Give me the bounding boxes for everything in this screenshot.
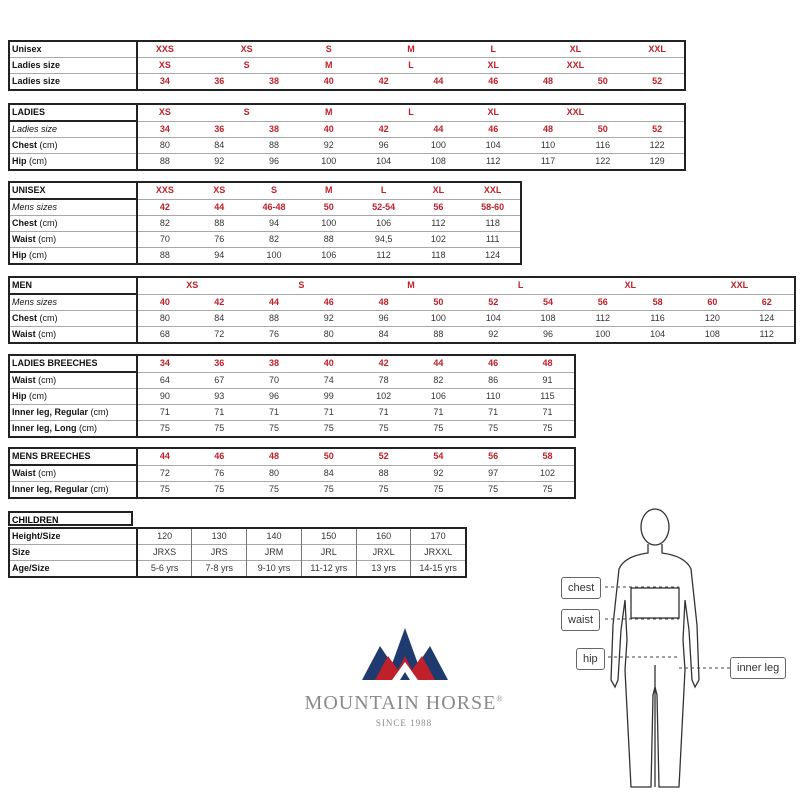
size-cell: 42 [356,121,411,138]
value-cell: 112 [575,311,630,327]
size-cell: 42 [137,199,192,216]
size-cell: XL [569,44,582,54]
size-cell: 56 [411,199,466,216]
size-cell: 48 [542,358,553,369]
value-cell: 92 [466,327,521,344]
value-cell: 102 [521,465,576,482]
size-cell: XXL [483,185,502,196]
empty-cell [630,104,685,121]
value-cell: 75 [301,482,356,499]
size-cell: XS [186,280,199,291]
row-label [9,138,137,154]
value-cell: 11-12 yrs [301,561,356,578]
value-cell: 71 [137,405,192,421]
value-cell: 75 [137,482,192,499]
row-label: Age/Size [9,561,137,578]
value-cell: 9-10 yrs [247,561,302,578]
row-label [9,405,137,421]
value-cell: 82 [137,216,192,232]
size-cell: XXS [155,185,174,196]
value-cell: 170 [411,528,466,545]
value-cell: JRXS [137,545,192,561]
value-cell: 94,5 [356,232,411,248]
size-cell: 54 [433,451,444,462]
value-cell: 76 [192,232,247,248]
size-cell: XS [213,185,226,196]
value-cell: 84 [192,138,247,154]
value-cell: 91 [521,372,576,389]
value-cell: 88 [137,248,192,265]
size-cell: 44 [411,74,466,91]
unit: (cm) [26,250,47,260]
unit: (cm) [35,329,57,339]
value-cell: 117 [521,154,576,171]
row-label: Unisex [9,41,137,58]
value-cell: 104 [356,154,411,171]
unit: (cm) [35,468,57,478]
value-cell: 75 [521,482,576,499]
value-cell: JRXXL [411,545,466,561]
size-cell: S [192,58,302,74]
value-cell: 67 [192,372,247,389]
size-cell: XL [487,107,499,118]
value-cell: 97 [466,465,521,482]
value-cell: 68 [137,327,192,344]
size-cell: XS [137,58,192,74]
value-cell: 82 [247,232,302,248]
value-cell: 72 [192,327,247,344]
size-cell: XXL [730,280,749,291]
size-cell: 44 [411,121,466,138]
size-cell: 46 [488,358,499,369]
value-cell: 129 [630,154,685,171]
value-cell: 118 [411,248,466,265]
value-cell: JRL [301,545,356,561]
value-cell: 108 [521,311,576,327]
row-label [9,154,137,171]
size-cell: 44 [247,294,302,311]
size-cell: L [490,44,496,54]
value-cell: 106 [301,248,356,265]
value-cell: 96 [521,327,576,344]
unit: (cm) [76,423,97,433]
value-cell: 96 [356,311,411,327]
value-cell: 88 [356,465,411,482]
size-cell: 46-48 [247,199,302,216]
value-cell: 75 [521,421,576,438]
row-label [9,327,137,344]
waist-label: waist [561,609,600,631]
value-cell: 92 [192,154,247,171]
unisex-ladies-conversion-table [8,40,686,91]
value-cell: 75 [192,421,247,438]
size-cell: 46 [214,451,225,462]
size-cell: 38 [247,74,302,91]
size-cell: XL [432,185,445,196]
value-cell: 84 [301,465,356,482]
value-cell: 106 [411,389,466,405]
value-cell: 88 [411,327,466,344]
value-cell: 108 [685,327,740,344]
value-cell: 108 [411,154,466,171]
value-cell: 84 [192,311,247,327]
value-cell: 75 [356,482,411,499]
measure-name: Hip [12,156,27,166]
value-cell: 92 [301,138,356,154]
children-table-title: CHILDREN [8,511,133,526]
size-cell: 54 [521,294,576,311]
value-cell: 14-15 yrs [411,561,466,578]
unit: (cm) [35,375,57,385]
size-cell: 52 [466,294,521,311]
value-cell: 110 [521,138,576,154]
size-cell: M [325,185,333,196]
value-cell: 88 [137,154,192,171]
value-cell: 104 [466,138,521,154]
value-cell: 112 [411,216,466,232]
value-cell: 96 [247,154,302,171]
value-cell: 71 [301,405,356,421]
mountain-horse-logo-icon [280,622,530,732]
unit: (cm) [37,140,58,150]
value-cell: 96 [356,138,411,154]
size-cell: 46 [301,294,356,311]
value-cell: 140 [247,528,302,545]
value-cell: JRXL [356,545,411,561]
value-cell: 71 [356,405,411,421]
unit: (cm) [37,313,58,323]
row-label: Mens sizes [9,199,137,216]
unit: (cm) [35,234,57,244]
size-cell: XXL [521,58,631,74]
value-cell: 99 [301,389,356,405]
measure-name: Waist [12,468,36,478]
row-label [9,232,137,248]
unit: (cm) [88,484,109,494]
size-cell: 58 [630,294,685,311]
value-cell: 71 [521,405,576,421]
row-label [9,248,137,265]
value-cell: 106 [356,216,411,232]
unisex-size-table [8,181,522,265]
value-cell: JRM [247,545,302,561]
value-cell: 120 [685,311,740,327]
unit: (cm) [37,218,58,228]
size-cell: M [407,280,415,291]
row-label [9,421,137,438]
measure-name: Chest [12,218,38,228]
row-label: Ladies size [9,121,137,138]
value-cell: 94 [192,248,247,265]
value-cell: 76 [247,327,302,344]
chest-label: chest [561,577,601,599]
size-cell: XL [466,58,521,74]
value-cell: 100 [411,138,466,154]
value-cell: 5-6 yrs [137,561,192,578]
value-cell: 71 [466,405,521,421]
value-cell: 100 [301,216,356,232]
row-label: Height/Size [9,528,137,545]
size-cell: 34 [137,121,192,138]
measure-name: Hip [12,250,27,260]
value-cell: 88 [192,216,247,232]
size-cell: XXL [566,107,585,118]
value-cell: 96 [247,389,302,405]
measure-name: Waist [12,375,36,385]
value-cell: 120 [137,528,192,545]
value-cell: 75 [411,421,466,438]
value-cell: 80 [137,138,192,154]
value-cell: 84 [356,327,411,344]
size-cell: S [325,44,332,54]
row-label [9,482,137,499]
row-label [9,311,137,327]
size-cell: XXS [155,44,174,54]
size-cell: 44 [159,451,170,462]
size-cell: 52 [630,74,685,91]
size-cell: 46 [466,121,521,138]
value-cell: 111 [466,232,521,248]
size-cell: L [517,280,524,291]
row-label [9,465,137,482]
value-cell: 75 [301,421,356,438]
size-cell: 48 [356,294,411,311]
size-cell: 50 [575,74,630,91]
value-cell: 90 [137,389,192,405]
value-cell: 78 [356,372,411,389]
ladies-breeches-table [8,354,576,438]
mens-breeches-table [8,447,576,499]
value-cell: 102 [411,232,466,248]
size-cell: L [408,107,414,118]
size-cell: S [243,107,250,118]
measure-name: Inner leg, Long [12,423,77,433]
value-cell: 116 [575,138,630,154]
value-cell: 115 [521,389,576,405]
table-title: UNISEX [9,182,137,199]
value-cell: 72 [137,465,192,482]
size-cell: 40 [323,358,334,369]
size-cell: 52 [630,121,685,138]
size-cell: 52 [378,451,389,462]
value-cell: 88 [247,138,302,154]
brand-since: SINCE 1988 [375,718,433,728]
value-cell: 76 [192,465,247,482]
row-label: Ladies size [9,74,137,91]
empty-cell [630,58,685,74]
value-cell: 104 [630,327,685,344]
value-cell: 75 [356,421,411,438]
value-cell: 75 [247,421,302,438]
unit: (cm) [26,391,47,401]
value-cell: 122 [630,138,685,154]
value-cell: 124 [466,248,521,265]
value-cell: JRS [192,545,247,561]
row-label [9,389,137,405]
value-cell: 92 [411,465,466,482]
value-cell: 100 [247,248,302,265]
size-cell: XXL [648,44,666,54]
value-cell: 70 [137,232,192,248]
table-title: LADIES BREECHES [9,355,137,372]
value-cell: 75 [466,421,521,438]
size-cell: M [301,58,356,74]
size-cell: S [270,185,277,196]
value-cell: 160 [356,528,411,545]
size-cell: 42 [378,358,389,369]
value-cell: 80 [301,327,356,344]
size-cell: 36 [192,121,247,138]
value-cell: 80 [137,311,192,327]
measure-name: Inner leg, Regular [12,407,89,417]
size-cell: 56 [575,294,630,311]
value-cell: 71 [411,405,466,421]
table-title: LADIES [9,104,137,121]
value-cell: 88 [247,311,302,327]
trademark: ® [496,694,504,704]
size-cell: 48 [521,74,576,91]
size-cell: 46 [466,74,521,91]
brand-name [286,692,522,715]
size-cell: XS [240,44,253,54]
value-cell: 112 [356,248,411,265]
men-size-table [8,276,796,344]
brand-text: MOUNTAIN HORSE [304,692,497,714]
measure-name: Waist [12,234,36,244]
row-label [9,372,137,389]
value-cell: 88 [301,232,356,248]
size-cell: 38 [268,358,279,369]
value-cell: 100 [575,327,630,344]
table-title: MEN [9,277,137,294]
value-cell: 130 [192,528,247,545]
value-cell: 75 [411,482,466,499]
value-cell: 102 [356,389,411,405]
size-cell: 48 [268,451,279,462]
size-cell: L [380,185,387,196]
size-cell: 50 [323,451,334,462]
size-cell: 38 [247,121,302,138]
value-cell: 86 [466,372,521,389]
size-cell: 36 [192,74,247,91]
measure-name: Hip [12,391,27,401]
value-cell: 122 [575,154,630,171]
size-cell: 34 [137,74,192,91]
size-cell: XL [624,280,636,291]
size-cell: 58 [542,451,553,462]
size-cell: 34 [159,358,170,369]
size-cell: 42 [356,74,411,91]
value-cell: 75 [247,482,302,499]
size-cell: 44 [192,199,247,216]
size-cell: M [325,107,333,118]
value-cell: 71 [247,405,302,421]
size-cell: 60 [685,294,740,311]
value-cell: 124 [740,311,795,327]
measure-name: Chest [12,313,38,323]
hip-label: hip [576,648,605,670]
value-cell: 112 [740,327,795,344]
row-label: Size [9,545,137,561]
ladies-size-table [8,103,686,171]
size-cell: 50 [301,199,356,216]
size-cell: M [407,44,415,54]
value-cell: 110 [466,389,521,405]
value-cell: 92 [301,311,356,327]
size-cell: 36 [214,358,225,369]
value-cell: 13 yrs [356,561,411,578]
size-cell: 40 [301,74,356,91]
size-cell: 42 [192,294,247,311]
size-cell: S [298,280,305,291]
value-cell: 116 [630,311,685,327]
value-cell: 75 [466,482,521,499]
value-cell: 93 [192,389,247,405]
children-size-table [8,527,467,578]
size-cell: XS [158,107,171,118]
value-cell: 75 [192,482,247,499]
size-cell: 52-54 [356,199,411,216]
value-cell: 100 [411,311,466,327]
size-cell: 58-60 [466,199,521,216]
value-cell: 71 [192,405,247,421]
measure-name: Waist [12,329,36,339]
value-cell: 74 [301,372,356,389]
measure-name: Inner leg, Regular [12,484,89,494]
size-cell: 50 [575,121,630,138]
size-cell: 56 [488,451,499,462]
measure-name: Chest [12,140,38,150]
table-title: MENS BREECHES [9,448,137,465]
value-cell: 70 [247,372,302,389]
size-cell: 50 [411,294,466,311]
size-cell: 62 [740,294,795,311]
size-cell: L [356,58,466,74]
unit: (cm) [26,156,47,166]
size-cell: 44 [433,358,444,369]
size-cell: 40 [137,294,192,311]
value-cell: 100 [301,154,356,171]
value-cell: 150 [301,528,356,545]
value-cell: 118 [466,216,521,232]
row-label [9,216,137,232]
inner-leg-label: inner leg [730,657,786,679]
size-cell: 40 [301,121,356,138]
value-cell: 7-8 yrs [192,561,247,578]
row-label: Mens sizes [9,294,137,311]
size-cell: 48 [521,121,576,138]
value-cell: 75 [137,421,192,438]
value-cell: 104 [466,311,521,327]
value-cell: 82 [411,372,466,389]
value-cell: 94 [247,216,302,232]
unit: (cm) [88,407,109,417]
value-cell: 112 [466,154,521,171]
row-label: Ladies size [9,58,137,74]
value-cell: 64 [137,372,192,389]
value-cell: 80 [247,465,302,482]
